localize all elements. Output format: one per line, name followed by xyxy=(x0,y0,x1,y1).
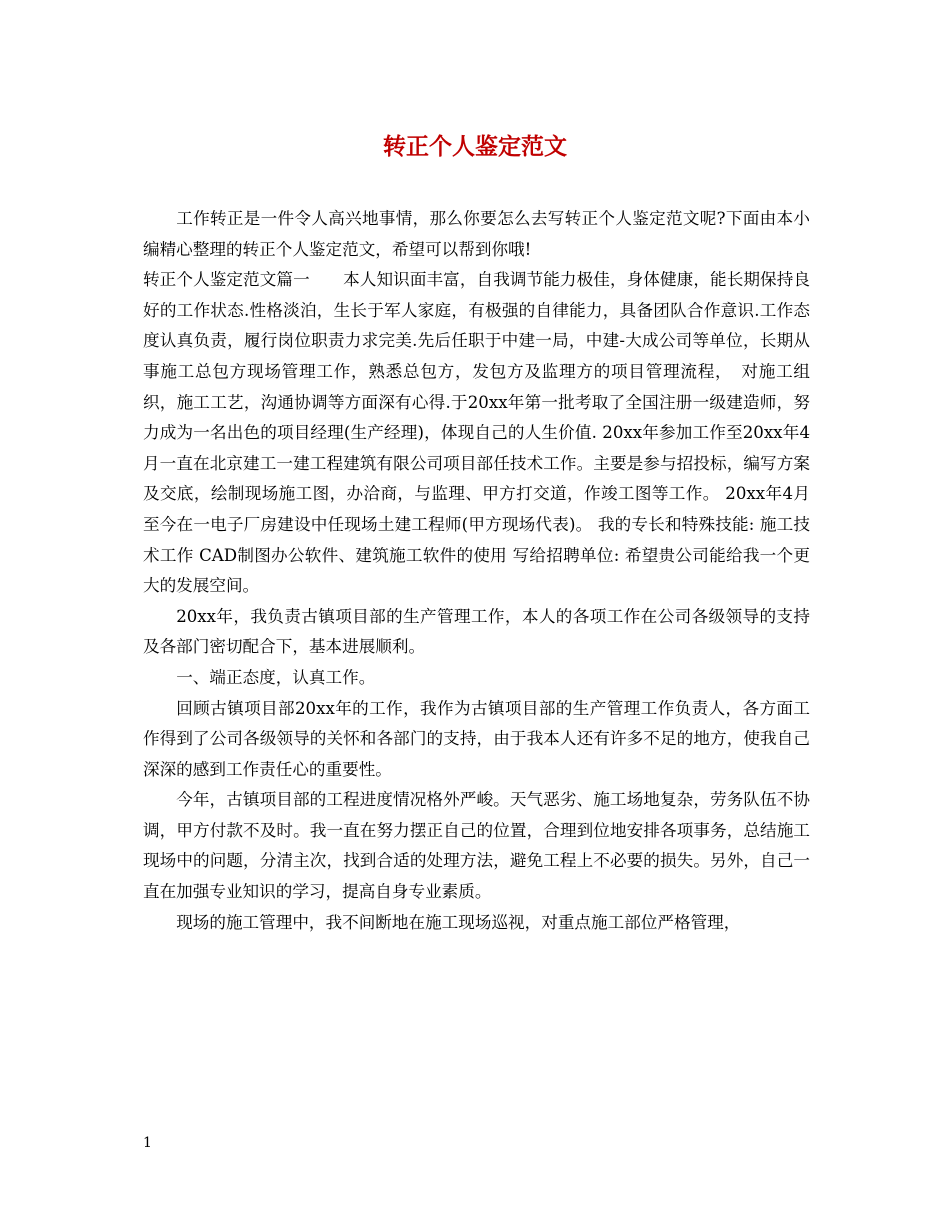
document-title: 转正个人鉴定范文 xyxy=(383,133,567,160)
paragraph-site-management: 现场的施工管理中，我不间断地在施工现场巡视，对重点施工部位严格管理， xyxy=(176,912,741,932)
paragraph-project-summary: 20xx年，我负责古镇项目部的生产管理工作，本人的各项工作在公司各级领导的支持及各部门密切配合下，基本进展顺利。 xyxy=(143,606,810,657)
paragraph-this-year: 今年，古镇项目部的工程进度情况格外严峻。天气恶劣、施工场地复杂，劳务队伍不协调，甲方付款不及时。我一直在努力摆正自己的位置，合理到位地安排各项事务，总结施工现场中的问题，分清主次，找到合适的处理方法，避免工程上不必要的损失。另外，自己一直在加强专业知识的学习，提高自身专业素质。 xyxy=(143,790,810,902)
paragraph-sample-one: 转正个人鉴定范文篇一 本人知识面丰富，自我调节能力极佳，身体健康，能长期保持良好的工作状态.性格淡泊，生长于军人家庭，有极强的自律能力，具备团队合作意识.工作态度认真负责，履行岗位职责力求完美.先后任职于中建一局，中建-大成公司等单位，长期从事施工总包方现场管理工作，熟悉总包方，发包方及监理方的项目管理流程， 对施工组织，施工工艺，沟通协调等方面深有心得.于20xx年第一批考取了全国注册一级建造师，努力成为一名出色的项目经理(生产经理)，体现自己的人生价值. 20xx年参加工作至20xx年4月一直在北京建工一建工程建筑有限公司项目部任技术工作。主要是参与招投标，编写方案及交底，绘制现场施工图，办洽商，与监理、甲方打交道，作竣工图等工作。 20xx年4月至今在一电子厂房建设中任现场土建工程师(甲方现场代表)。 我的专长和特殊技能: 施工技术工作 CAD制图办公软件、建筑施工软件的使用 写给招聘单位: 希望贵公司能给我一个更大的发展空间。 xyxy=(143,270,810,596)
page-number: 1 xyxy=(143,1135,152,1151)
paragraph-section-heading: 一、端正态度，认真工作。 xyxy=(176,667,376,687)
document-body xyxy=(143,204,810,938)
paragraph-review: 回顾古镇项目部20xx年的工作，我作为古镇项目部的生产管理工作负责人，各方面工作得到了公司各级领导的关怀和各部门的支持，由于我本人还有许多不足的地方，使我自己深深的感到工作责任心的重要性。 xyxy=(143,698,810,779)
paragraph-intro: 工作转正是一件令人高兴地事情，那么你要怎么去写转正个人鉴定范文呢?下面由本小编精心整理的转正个人鉴定范文，希望可以帮到你哦! xyxy=(143,209,810,259)
